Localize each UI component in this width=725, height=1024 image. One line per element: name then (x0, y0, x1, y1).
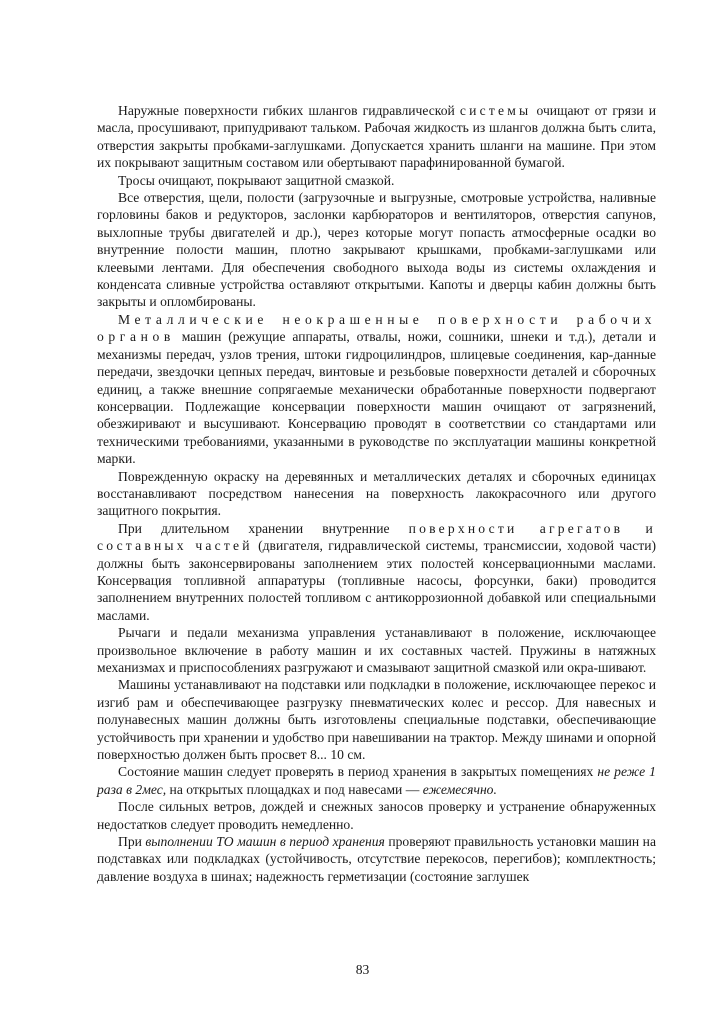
text-run: очищают от грязи и масла, просушивают, припудривают тальком. Рабочая жидкость из шлангов должна быть слита, отверстия закрыты пробками-заглушками. Допускается хранить шланги на машине. При этом их покрывают защитным составом или обертывают парафинированной бумагой. (97, 103, 657, 171)
text-run: на открытых площадках и под навесами — (166, 781, 423, 797)
paragraph-cables: Тросы очищают, покрывают защитной смазкой. (118, 172, 395, 188)
paragraph-weather: После сильных ветров, дождей и снежных заносов проверку и устранение обнаруженных недостатков следует проводить немедленно. (97, 799, 656, 832)
italic-emphasis: не реже 1 раза в 2мес, (97, 764, 656, 797)
text-run: Наружные поверхности гибких шлангов гидравлической (118, 103, 460, 118)
text-run: проверяют правильность установки машин на подставках или подкладках (устойчивость, отсутствие перекосов, перегибов); комплектность; давление воздуха в шинах; надежность герметизации (состояние заглушек (97, 834, 656, 884)
paragraph-metal-surfaces (97, 311, 656, 468)
body-text (97, 102, 656, 885)
paragraph-hoses (97, 102, 656, 172)
spaced-emphasis: Металлические неокрашенные поверхности рабочих органов (97, 311, 656, 345)
text-run: Состояние машин следует проверять в период хранения в закрытых помещениях (118, 764, 598, 780)
italic-emphasis: ежемесячно. (422, 781, 497, 797)
paragraph-internal-surfaces (97, 520, 656, 624)
page-number: 83 (355, 962, 370, 977)
spaced-emphasis: системы (459, 103, 532, 118)
text-run: При длительном хранении внутренние (118, 520, 409, 536)
text-run: При (118, 834, 146, 850)
paragraph-maintenance (97, 833, 656, 885)
paragraph-inspection (97, 763, 656, 798)
paragraph-supports: Машины устанавливают на подставки или подкладки в положение, исключающее перекос и изгиб рам и обеспечивающее разгрузку пневматических колес и рессор. Для навесных и полунавесных машин должны быть изготовлены специальные подставки, обеспечивающие устойчивость при хранении и удобство при навешивании на трактор. Между шинами и опорной поверхностью должен быть просвет 8... 10 см. (97, 677, 656, 763)
text-run: (двигателя, гидравлической системы, трансмиссии, ходовой части) должны быть законсервированы заполнением этих полостей консервационными маслами. Консервация топливной аппаратуры (топливные насосы, форсунки, баки) проводится заполнением внутренних полостей топливом с антикоррозионной добавкой или специальными маслами. (97, 538, 656, 623)
paragraph-levers: Рычаги и педали механизма управления устанавливают в положение, исключающее произвольное включение в работу машин и их составных частей. Пружины в натяжных механизмах и приспособлениях разгружают и смазывают защитной смазкой или окра-шивают. (97, 625, 656, 675)
italic-emphasis: выполнении ТО машин в период хранения (145, 834, 385, 850)
spaced-emphasis: поверхности агрегатов и составных частей (97, 520, 656, 554)
paragraph-paint-repair: Поврежденную окраску на деревянных и металлических деталях и сборочных единицах восстанавливают посредством нанесения на поверхность лакокрасочного или другого защитного покрытия. (97, 468, 656, 519)
paragraph-openings: Все отверстия, щели, полости (загрузочные и выгрузные, смотровые устройства, наливные горловины баков и редукторов, заслонки карбюраторов и вентиляторов, отверстия сапунов, выхлопные трубы двигателей и др.), через которые могут попасть атмосферные осадки во внутренние полости машин, плотно закрывают крышками, пробками-заглушками или клеевыми лентами. Для обеспечения свободного выхода воды из системы охлаждения и конденсата сливные устройства оставляют открытыми. Капоты и дверцы кабин должны быть закрыты и опломбированы. (97, 190, 656, 310)
text-run: машин (режущие аппараты, отвалы, ножи, сошники, шнеки и т.д.), детали и механизмы передач, узлов трения, штоки гидроцилиндров, шлицевые соединения, кар-данные передачи, звездочки цепных передач, винтовые и резьбовые поверхности деталей и сборочных единиц, а также внешние сопрягаемые механически обработанные поверхности подвергают консервации. Подлежащие консервации поверхности машин очищают от загрязнений, обезжиривают и высушивают. Консервацию проводят в соответствии со стандартами или техническими требованиями, указанными в руководстве по эксплуатации машины конкретной марки. (97, 329, 656, 467)
